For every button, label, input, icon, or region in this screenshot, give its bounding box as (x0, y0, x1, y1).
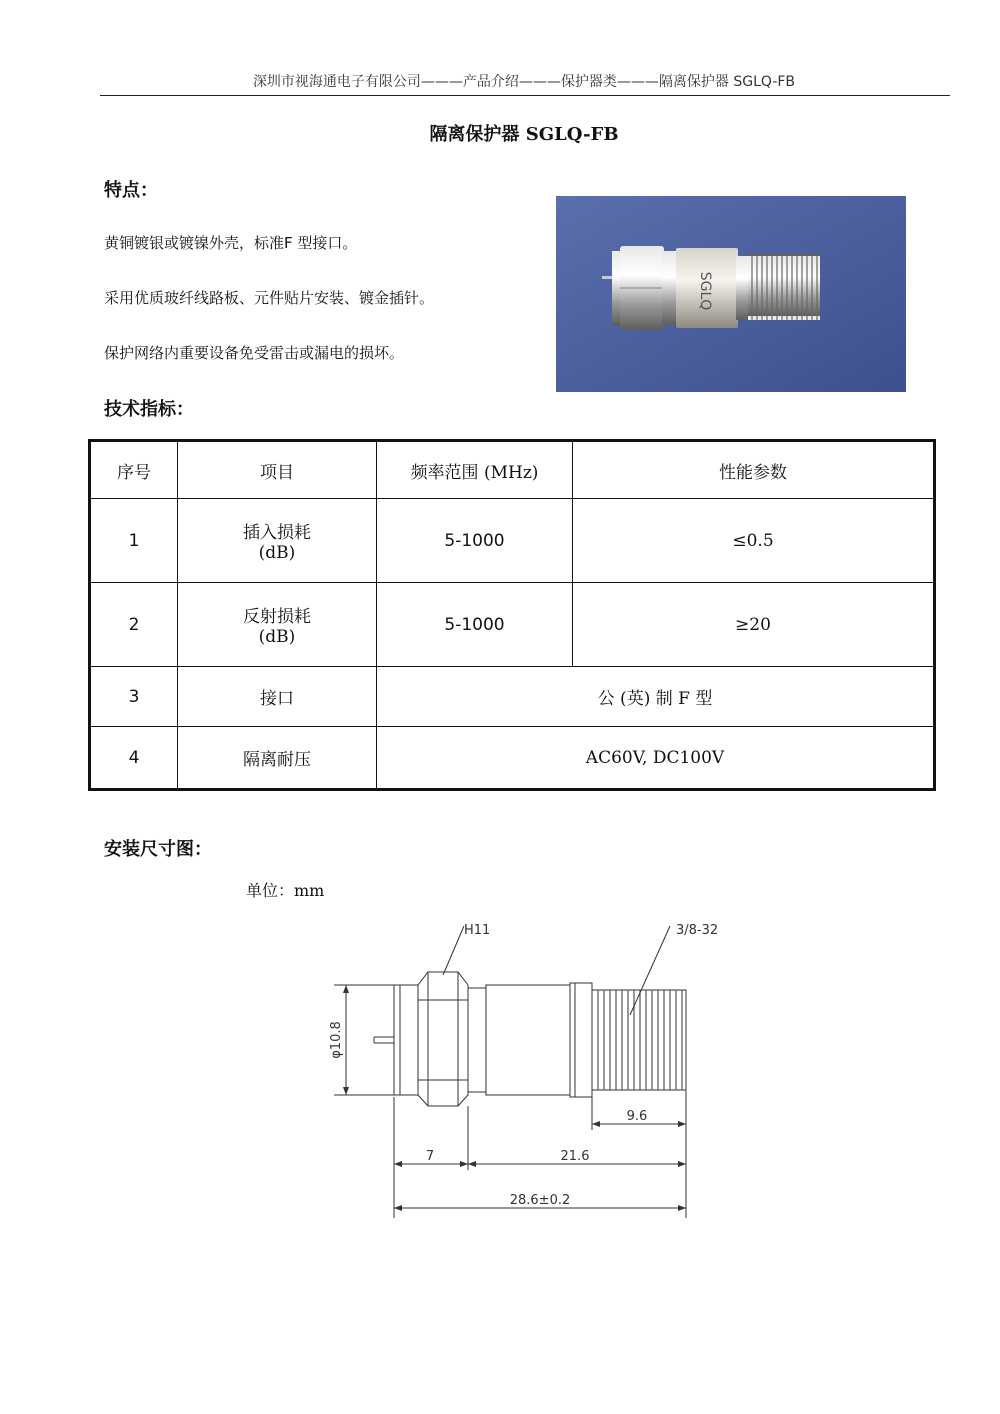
table-row (90, 499, 935, 583)
column-header: 频率范围 (MHz) (377, 441, 573, 499)
table-row (90, 727, 935, 790)
item-unit: (dB) (258, 543, 296, 563)
value-cell: ≤0.5 (573, 499, 935, 583)
header-text: 深圳市视海通电子有限公司———产品介绍———保护器类———隔离保护器 SGLQ-FB (252, 74, 796, 90)
feature-item-2: 采用优质玻纤线路板、元件贴片安装、镀金插针。 (104, 289, 435, 307)
value-cell: 公 (英) 制 F 型 (377, 667, 935, 727)
drawing-unit: 单位：mm (246, 881, 325, 900)
hex-length-label: 7 (425, 1149, 435, 1164)
table-header-row (90, 441, 935, 499)
item-unit: (dB) (258, 627, 296, 647)
table-row (90, 583, 935, 667)
value-cell: ≥20 (573, 583, 935, 667)
value-cell: AC60V, DC100V (377, 727, 935, 790)
body-length-label: 21.6 (560, 1149, 590, 1164)
item-cell (178, 583, 377, 667)
thread-hatch (598, 990, 682, 1090)
thread-label: 3/8-32 (676, 923, 719, 938)
specs-heading: 技术指标： (104, 399, 194, 420)
hex-label: H11 (464, 923, 491, 938)
photo-label: SGLQ (697, 271, 713, 311)
item-name: 反射损耗 (243, 607, 311, 627)
frequency-cell: 5-1000 (377, 499, 573, 583)
row-number: 2 (90, 583, 178, 667)
frequency-cell: 5-1000 (377, 583, 573, 667)
thread-length-label: 9.6 (626, 1109, 648, 1124)
spec-table (88, 439, 936, 791)
document-title: 隔离保护器 SGLQ-FB (429, 124, 619, 145)
features-heading: 特点： (104, 180, 158, 201)
table-row (90, 667, 935, 727)
diameter-label: φ10.8 (329, 1021, 344, 1059)
item-name: 插入损耗 (243, 523, 311, 543)
dimension-drawing (320, 915, 740, 1225)
column-header: 项目 (178, 441, 377, 499)
feature-item-3: 保护网络内重要设备免受雷击或漏电的损坏。 (104, 344, 405, 362)
drawing-heading: 安装尺寸图： (104, 839, 212, 860)
column-header: 序号 (90, 441, 178, 499)
feature-item-1: 黄铜镀银或镀镍外壳，标准F 型接口。 (104, 234, 358, 252)
row-number: 3 (90, 667, 178, 727)
column-header: 性能参数 (573, 441, 935, 499)
item-name: 隔离耐压 (178, 727, 377, 790)
item-cell (178, 499, 377, 583)
total-length-label: 28.6±0.2 (509, 1193, 571, 1208)
product-photo (556, 196, 906, 392)
header-rule (100, 95, 950, 96)
row-number: 1 (90, 499, 178, 583)
row-number: 4 (90, 727, 178, 790)
item-name: 接口 (178, 667, 377, 727)
